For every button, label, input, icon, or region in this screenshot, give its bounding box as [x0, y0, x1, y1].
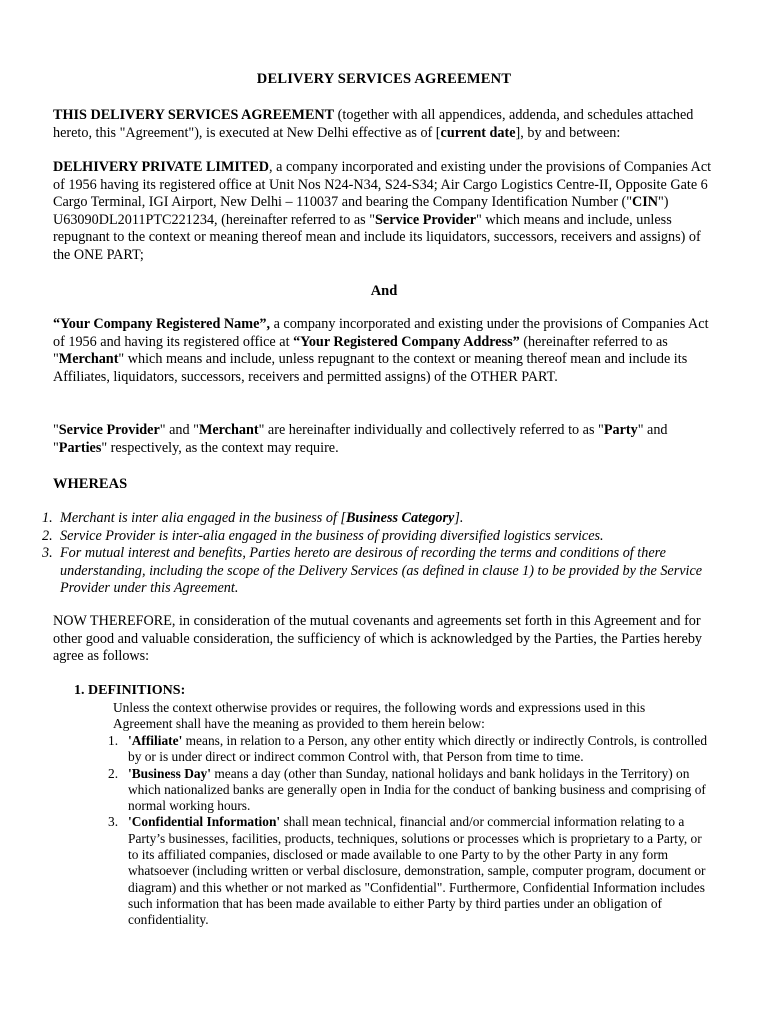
whereas-item	[32, 528, 722, 546]
party1-cin: CIN	[632, 194, 659, 210]
parties-t1: " and "	[159, 422, 199, 438]
parties-t3: " and "	[53, 422, 668, 456]
parties-t4: " respectively, as the context may require.	[101, 439, 339, 456]
now-therefore-paragraph: NOW THEREFORE, in consideration of the mutual covenants and agreements set forth in this Agreement and for other good and valuable consideration, the sufficiency of which is acknowledged by the Parties, the Parties hereby agree as follows:	[53, 613, 703, 664]
definition-text: shall mean technical, financial and/or commercial information relating to a Party’s businesses, facilities, products, techniques, solutions or processes which is proprietary to a Party, or to its affiliated companies, disclosed or made available to one Party to by the other Party in any form whatsoever (including written or verbal disclosure, demonstration, sample, computer program, document or diagram) and this whether or not marked as "Confidential". Furthermore, Confidential Information includes such information that has been made available to either Party by third parties under an obligation of confidentiality.	[128, 814, 706, 928]
parties-t2: " are hereinafter individually and collectively referred to as "	[258, 422, 604, 438]
whereas-text-end: ].	[454, 510, 464, 526]
whereas-number: 3.	[42, 545, 53, 561]
party2-paragraph	[53, 316, 715, 386]
whereas-heading: WHEREAS	[53, 476, 128, 492]
parties-merchant: Merchant	[198, 422, 259, 438]
party1-paragraph	[53, 159, 715, 264]
party1-name: DELHIVERY PRIVATE LIMITED	[53, 159, 270, 175]
definition-term: 'Business Day'	[128, 765, 211, 781]
party2-address: “Your Registered Company Address”	[293, 333, 520, 350]
party1-text-1: , a company incorporated and existing under the provisions of Companies Act of 1956 having its registered office at Unit Nos N24-N34, S24-S34; Air Cargo Logistics Centre-II, Opposite Gate 6 Cargo Terminal, IGI Airport, New Delhi – 110037 and bearing the Company Identification Number ("	[53, 159, 712, 210]
parties-parties: Parties	[58, 439, 102, 456]
intro-bold-lead: THIS DELIVERY SERVICES AGREEMENT	[53, 107, 335, 123]
definition-number: 2.	[108, 765, 119, 781]
party1-service-provider: Service Provider	[375, 211, 477, 228]
definition-item	[108, 814, 708, 928]
party2-text-3: " which means and include, unless repugnant to the context or meaning thereof mean and include its Affiliates, liquidators, successors, receivers and permitted assigns) of the OTHER PART.	[53, 351, 688, 385]
whereas-list	[32, 510, 722, 598]
definition-number: 3.	[108, 814, 119, 830]
intro-text-1: (together with all appendices, addenda, and schedules attached hereto, this "Agreement"), is executed at New Delhi effective as of [	[53, 107, 694, 141]
intro-text-2: ], by and between:	[515, 124, 621, 141]
definition-item	[108, 733, 708, 766]
definition-term: 'Confidential Information'	[128, 814, 281, 830]
party2-merchant: Merchant	[58, 351, 119, 367]
definition-number: 1.	[108, 733, 119, 748]
whereas-item	[32, 510, 722, 528]
parties-service-provider: Service Provider	[58, 422, 160, 438]
definitions-intro: Unless the context otherwise provides or requires, the following words and expressions used in this Agreement shall have the meaning as provided to them herein below:	[113, 700, 646, 732]
whereas-text: Merchant is inter alia engaged in the business of [	[60, 510, 346, 526]
party1-text-3: " which means and include, unless repugnant to the context or meaning thereof mean and include its liquidators, successors, receivers and assigns) of the ONE PART;	[53, 211, 701, 263]
definition-text: means, in relation to a Person, any other entity which directly or indirectly Controls, is controlled by or is under direct or indirect common Control with, that Person from time to time.	[128, 733, 708, 765]
whereas-text: Service Provider is inter-alia engaged in the business of providing diversified logistics services.	[60, 527, 604, 544]
and-separator: And	[370, 283, 398, 299]
parties-paragraph	[53, 422, 715, 457]
whereas-bold: Business Category	[345, 510, 455, 526]
party2-text-1: a company incorporated and existing under the provisions of Companies Act of 1956 and having its registered office at	[53, 316, 709, 350]
document-title: DELIVERY SERVICES AGREEMENT	[256, 71, 512, 87]
party1-text-2: ") U63090DL2011PTC221234, (hereinafter referred to as "	[53, 194, 669, 228]
party2-name: “Your Company Registered Name”,	[53, 316, 271, 332]
parties-q1: "	[53, 422, 59, 438]
definition-term: 'Affiliate'	[128, 733, 183, 748]
definitions-heading: 1. DEFINITIONS:	[74, 683, 186, 698]
definition-item	[108, 766, 708, 815]
whereas-item	[32, 545, 722, 598]
whereas-text: For mutual interest and benefits, Parties hereto are desirous of recording the terms and conditions of there understanding, including the scope of the Delivery Services (as defined in clause 1) to be provided by the Service Provider under this Agreement.	[60, 545, 703, 596]
party2-text-2: (hereinafter referred to as "	[53, 333, 668, 367]
whereas-number: 1.	[42, 510, 53, 526]
definition-text: means a day (other than Sunday, national holidays and bank holidays in the Territory) on which nationalized banks are generally open in India for the conduct of banking business and comprising of normal working hours.	[128, 765, 706, 814]
definitions-list	[108, 733, 708, 929]
whereas-number: 2.	[42, 527, 53, 544]
parties-party: Party	[603, 422, 638, 438]
intro-paragraph	[53, 107, 715, 142]
intro-date: current date	[440, 124, 516, 141]
